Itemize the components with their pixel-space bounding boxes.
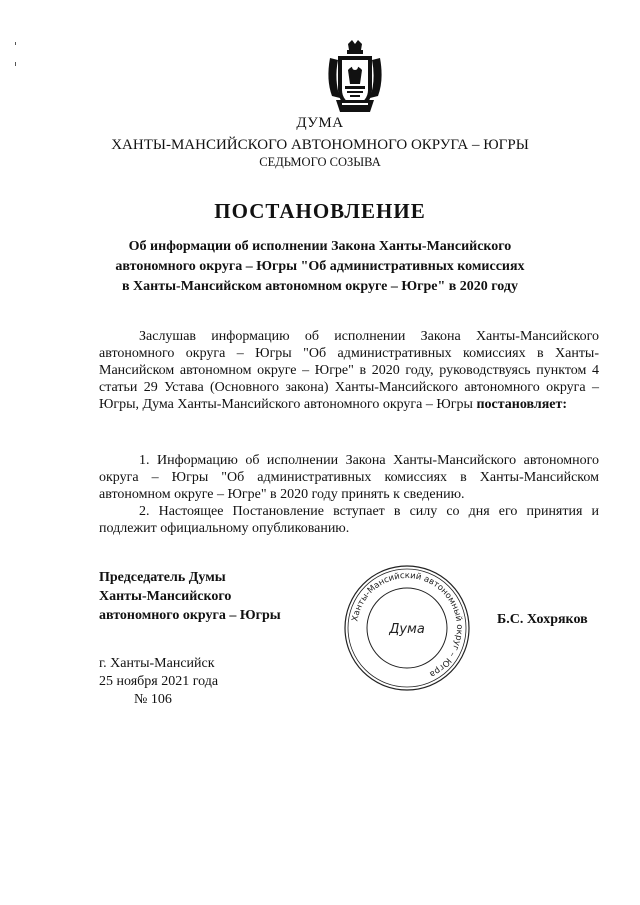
position-line: Ханты-Мансийского bbox=[99, 589, 232, 604]
date: 25 ноября 2021 года bbox=[99, 674, 219, 689]
resolution-item-1: 1. Информацию об исполнении Закона Ханты-Мансийского автономного округа – Югры "Об административных комиссиях в Ханты-Мансийском автономном округе – Югре" в 2020 году принять к сведению. bbox=[99, 453, 599, 502]
stamp-ring-text: Ханты-Мансийский автономный округ – Югра bbox=[350, 570, 465, 680]
organization-region: ХАНТЫ-МАНСИЙСКОГО АВТОНОМНОГО ОКРУГА – ЮГРЫ bbox=[111, 137, 529, 153]
document-number: № 106 bbox=[134, 692, 172, 707]
resolution-item-2: 2. Настоящее Постановление вступает в силу со дня его принятия и подлежит официальному опубликованию. bbox=[99, 504, 599, 536]
position-line: автономного округа – Югры bbox=[99, 608, 281, 623]
scan-edge-marks bbox=[14, 42, 18, 72]
stamp-center-text: Дума bbox=[389, 622, 425, 637]
intro-text: Заслушав информацию об исполнении Закона Ханты-Мансийского автономного округа – Югры "Об административных комиссиях в Ханты-Мансийском автономном округе – Югре" в 2020 году, руководствуясь пунктом 4 статьи 29 Устава (Основного закона) Ханты-Мансийского автономного округа – Югры, Дума Ханты-Мансийского автономного округа – Югры bbox=[99, 329, 599, 412]
document-subject bbox=[0, 237, 640, 297]
subject-line: Об информации об исполнении Закона Ханты-Мансийского bbox=[128, 239, 512, 254]
subject-line: в Ханты-Мансийском автономном округе – Югре" в 2020 году bbox=[122, 279, 518, 294]
place-and-date bbox=[99, 655, 218, 709]
convocation: СЕДЬМОГО СОЗЫВА bbox=[259, 155, 381, 169]
intro-paragraph bbox=[99, 328, 599, 413]
document-type-title: ПОСТАНОВЛЕНИЕ bbox=[214, 199, 426, 223]
signatory-name: Б.С. Хохряков bbox=[497, 612, 588, 627]
subject-line: автономного округа – Югры "Об административных комиссиях bbox=[115, 259, 525, 274]
signatory-position bbox=[99, 568, 281, 625]
place: г. Ханты-Мансийск bbox=[99, 656, 215, 671]
organization-name: ДУМА bbox=[296, 115, 344, 131]
intro-resolves: постановляет: bbox=[476, 397, 568, 412]
official-stamp bbox=[343, 564, 471, 692]
coat-of-arms-icon bbox=[326, 40, 384, 116]
position-line: Председатель Думы bbox=[99, 570, 226, 585]
